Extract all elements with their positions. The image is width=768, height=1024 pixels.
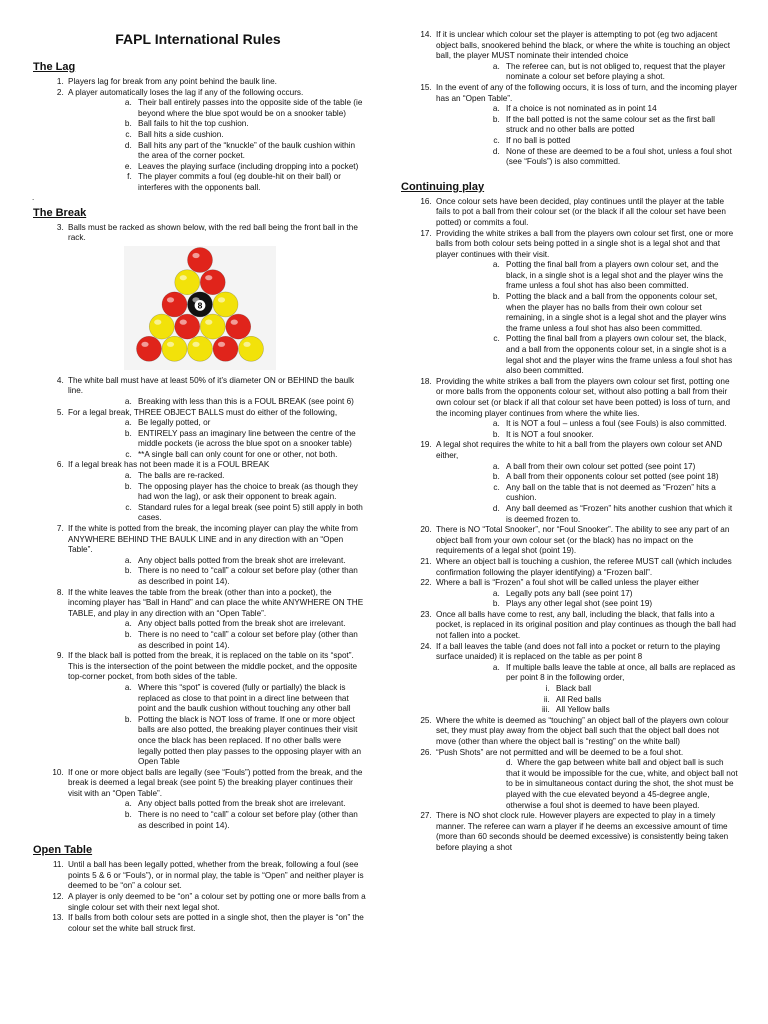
rule-22 — [434, 578, 738, 610]
rule-text: “Push Shots” are not permitted and will be deemed to be a foul shot. — [436, 747, 684, 757]
sub-list — [68, 619, 366, 651]
sub-item: a. Any object balls potted from the break shot are irrelevant. — [134, 619, 366, 630]
rule-text: If a legal break has not been made it is a FOUL BREAK — [68, 460, 270, 470]
eight-ball-label: 8 — [197, 300, 203, 311]
sub-item: b. There is no need to “call” a colour set before play (other than as described in point 14). — [134, 810, 366, 831]
rule-text: There is NO “Total Snooker”, nor “Foul Snooker”. The ability to see any part of an object ball from your own colour set (or the black) has no impact on the requirements of a legal shot (point 19). — [436, 525, 730, 556]
sub-item: b. ENTIRELY pass an imaginary line between the centre of the middle pockets (ie across the blue spot on a snooker table) — [134, 429, 366, 450]
rule-text: If the white leaves the table from the break (other than into a pocket), the incoming player has “Ball in Hand” and can place the white ANYWHERE ON THE TABLE, and play in any direction with an “Open Table”. — [68, 587, 364, 618]
sub-item-text: Where the gap between white ball and object ball is such that it would be impossible for the cue, white, and object ball not to be in simultaneous contact during the shot, the shot must be played with the cue elevated beyond a 45-degree angle, otherwise a foul shot is deemed to have been played. — [506, 758, 738, 810]
sub-list — [436, 104, 738, 168]
rule-11 — [66, 860, 366, 892]
sub-item: c. Any ball on the table that is not deemed as “Frozen” hits a cushion. — [502, 483, 738, 504]
rule-text: Where an object ball is touching a cushion, the referee MUST call (which includes confirmation following the player identifying) a “Frozen ball”. — [436, 556, 732, 577]
sub-item: a. Be legally potted, or — [134, 418, 366, 429]
rule-text: If the black ball is potted from the break, it is replaced on the table on its “spot”. This is the intersection of the point between the middle pocket, and the opposite top-corner pocket, from both sides of the table. — [68, 651, 358, 682]
rule-text: For a legal break, THREE OBJECT BALLS must do either of the following, — [68, 407, 338, 417]
rule-text: Once all balls have come to rest, any ball, including the black, that falls into a pocket, is replaced in its original position and play continues as though the ball had not fallen into a pocket. — [436, 609, 736, 641]
open-table-rules-list-a — [30, 860, 366, 934]
break-rules-list-a — [30, 223, 366, 244]
rule-9 — [66, 651, 366, 768]
sub-list — [68, 397, 366, 408]
sub-item: a. The balls are re-racked. — [134, 471, 366, 482]
rule-text: Balls must be racked as shown below, with the red ball being the front ball in the rack. — [68, 222, 358, 243]
sub-item: b. A ball from their opponents colour set potted (see point 18) — [502, 472, 738, 483]
rule-text: If one or more object balls are legally (see “Fouls”) potted from the break, and the break is deemed a legal break (see point 5) the breaking player continues their visit with an “Open Table”. — [68, 767, 363, 798]
lag-rules-list — [30, 77, 366, 194]
sub-marker: d. — [506, 758, 513, 768]
rule-24 — [434, 642, 738, 716]
sub-item: b. Plays any other legal shot (see point 19) — [502, 599, 738, 610]
sub-item: a. Any object balls potted from the break shot are irrelevant. — [134, 799, 366, 810]
sub-item: d. Ball hits any part of the “knuckle” of the baulk cushion within the area of the corner pocket. — [134, 141, 366, 162]
rule-15 — [434, 83, 738, 168]
continuing-play-rules-list — [398, 197, 738, 854]
sub-list — [68, 556, 366, 588]
rule-text: If it is unclear which colour set the player is attempting to pot (eg two adjacent object balls, snookered behind the black, or where the white is touching an object ball, the player MUST nominate their intended choice — [436, 30, 731, 61]
rule-5 — [66, 408, 366, 461]
sub-item: b. Potting the black and a ball from the opponents colour set, when the player has no balls from their own colour set remaining, in a single shot is a legal shot and the player wins the frame unless a foul shot has also been committed. — [502, 292, 738, 334]
roman-item: ii. All Red balls — [552, 695, 738, 706]
rule-4 — [66, 376, 366, 408]
rule-1 — [66, 77, 366, 88]
rule-text: A legal shot requires the white to hit a ball from the players own colour set AND either, — [436, 440, 723, 460]
rule-20 — [434, 525, 738, 557]
section-heading-break: The Break — [33, 206, 87, 219]
rule-text: In the event of any of the following occurs, it is loss of turn, and the incoming player has an “Open Table”. — [436, 82, 738, 103]
rule-text: If the white is potted from the break, the incoming player can play the white from ANYWHERE BEHIND THE BAULK LINE and in any direction with an “Open Table”. — [68, 524, 358, 555]
sub-list — [68, 683, 366, 768]
rule-17 — [434, 229, 738, 377]
red-ball — [200, 269, 225, 294]
sub-list — [68, 418, 366, 460]
sub-list — [436, 758, 738, 811]
rule-text: A player automatically loses the lag if any of the following occurs. — [68, 87, 304, 97]
rule-18 — [434, 377, 738, 441]
rule-text: Players lag for break from any point behind the baulk line. — [68, 77, 277, 86]
rule-25 — [434, 716, 738, 748]
rule-text: Providing the white strikes a ball from the players own colour set first, one or more balls from both colour sets being potted in a single shot is a legal shot and that player continues with their visit. — [436, 228, 734, 259]
rule-27 — [434, 811, 738, 853]
sub-item: f. The player commits a foul (eg double-hit on their ball) or interferes with the opponents ball. — [134, 172, 366, 193]
sub-item — [502, 663, 738, 716]
roman-item: i. Black ball — [552, 684, 738, 695]
red-ball — [137, 336, 162, 361]
rule-10 — [66, 768, 366, 832]
rule-13 — [66, 913, 366, 934]
sub-item: a. Potting the final ball from a players own colour set, and the black, in a single shot is a legal shot and the player wins the frame unless a foul shot has also been committed. — [502, 260, 738, 292]
red-ball — [175, 314, 200, 339]
rule-text: The white ball must have at least 50% of it’s diameter ON or BEHIND the baulk line. — [68, 375, 355, 396]
sub-list — [68, 98, 366, 193]
red-ball — [162, 292, 187, 317]
rule-14 — [434, 30, 738, 83]
sub-item: a. Legally pots any ball (see point 17) — [502, 589, 738, 600]
sub-list — [68, 471, 366, 524]
rule-text: Where a ball is “Frozen” a foul shot will be called unless the player either — [436, 578, 700, 588]
sub-list — [436, 62, 738, 83]
yellow-ball — [239, 336, 264, 361]
roman-item: iii. All Yellow balls — [552, 705, 738, 716]
sub-item: b. Potting the black is NOT loss of frame. If one or more object balls are also potted, the breaking player continues their visit once the black has been replaced. If no other balls were legally potted then play passes to the opposing player with an Open Table — [134, 715, 366, 768]
rule-23 — [434, 610, 738, 642]
sub-item: b. Ball fails to hit the top cushion. — [134, 119, 366, 130]
rule-text: Where the white is deemed as “touching” an object ball of the players own colour set, they must play away from the object ball such that the object ball does not move (other than where the object ball is “resting” on the white ball) — [436, 715, 729, 746]
sub-item: b. If the ball potted is not the same colour set as the first ball struck and no other balls are potted — [502, 115, 738, 136]
rule-text: If a ball leaves the table (and does not fall into a pocket or return to the playing surface unaided) it is replaced on the table as per point 8 — [436, 641, 721, 662]
yellow-ball — [213, 292, 238, 317]
section-heading-continuing-play: Continuing play — [401, 180, 485, 193]
rule-12 — [66, 892, 366, 913]
rule-2 — [66, 88, 366, 194]
yellow-ball — [188, 336, 213, 361]
rule-19 — [434, 440, 738, 525]
stray-mark: . — [32, 192, 35, 202]
ball-rack-diagram — [124, 246, 366, 370]
document-title: FAPL International Rules — [115, 31, 281, 47]
rule-21 — [434, 557, 738, 578]
sub-item — [502, 758, 738, 811]
rule-text: Until a ball has been legally potted, whether from the break, following a foul (see points 5 & 6 or “Fouls”), or in normal play, the table is “Open” and neither player is deemed to be “on” a colour set. — [68, 860, 364, 891]
section-heading-open-table: Open Table — [33, 844, 93, 857]
sub-list — [436, 419, 738, 440]
left-column — [30, 30, 366, 934]
yellow-ball — [175, 269, 200, 294]
roman-list — [506, 684, 738, 716]
sub-item: a. Any object balls potted from the break shot are irrelevant. — [134, 556, 366, 567]
sub-item: d. None of these are deemed to be a foul shot, unless a foul shot (see “Fouls”) is also committed. — [502, 147, 738, 168]
right-column — [398, 30, 738, 854]
yellow-ball — [149, 314, 174, 339]
rule-26 — [434, 748, 738, 812]
rack-triangle-graphic — [124, 246, 276, 370]
section-heading-lag: The Lag — [33, 61, 76, 73]
sub-item: a. The referee can, but is not obliged to, request that the player nominate a colour set before playing a shot. — [502, 62, 738, 83]
sub-list — [436, 589, 738, 610]
rule-text: Providing the white strikes a ball from the players own colour set first, potting one or more balls from the opponents colour set, without also potting a ball from their own colour set (or black if all that colour set have been potted) is loss of turn, and the incoming player continues from where the white lies. — [436, 376, 730, 418]
sub-item: b. There is no need to “call” a colour set before play (other than as described in point 14). — [134, 566, 366, 587]
rule-text: A player is only deemed to be “on” a colour set by potting one or more balls from a single colour set with their next legal shot. — [68, 892, 366, 912]
red-ball — [213, 336, 238, 361]
sub-item: a. It is NOT a foul – unless a foul (see Fouls) is also committed. — [502, 419, 738, 430]
sub-item: b. It is NOT a foul snooker. — [502, 430, 738, 441]
black-ball — [188, 292, 213, 317]
sub-item-text: If multiple balls leave the table at once, all balls are replaced as per point 8 in the following order, — [506, 662, 736, 683]
sub-list — [436, 663, 738, 716]
rule-6 — [66, 460, 366, 524]
sub-item: a. If a choice is not nominated as in point 14 — [502, 104, 738, 115]
sub-item: c. If no ball is potted — [502, 136, 738, 147]
sub-list — [68, 799, 366, 831]
sub-list — [436, 260, 738, 377]
open-table-rules-list-b — [398, 30, 738, 168]
sub-item: c. Ball hits a side cushion. — [134, 130, 366, 141]
yellow-ball — [200, 314, 225, 339]
red-ball — [188, 247, 213, 272]
rule-8 — [66, 588, 366, 652]
sub-item: b. There is no need to “call” a colour set before play (other than as described in point 14). — [134, 630, 366, 651]
sub-item: d. Any ball deemed as “Frozen” hits another cushion that which it is deemed frozen to. — [502, 504, 738, 525]
sub-item: c. **A single ball can only count for one or other, not both. — [134, 450, 366, 461]
sub-item: a. Their ball entirely passes into the opposite side of the table (ie beyond where the blue spot would be on a snooker table) — [134, 98, 366, 119]
rule-16 — [434, 197, 738, 229]
sub-item: e. Leaves the playing surface (including dropping into a pocket) — [134, 162, 366, 173]
sub-item: b. The opposing player has the choice to break (as though they had won the lag), or ask their opponent to break again. — [134, 482, 366, 503]
rule-text: Once colour sets have been decided, play continues until the player at the table fails to pot a ball from their colour set (or the black if all the colour set have been potted) or commits a foul. — [436, 196, 726, 227]
sub-list — [436, 462, 738, 526]
sub-item: a. Where this “spot” is covered (fully or partially) the black is replaced as close to that point in a direct line between that point and the baulk cushion without touching any other ball — [134, 683, 366, 715]
sub-item: a. A ball from their own colour set potted (see point 17) — [502, 462, 738, 473]
rule-text: If balls from both colour sets are potted in a single shot, then the player is “on” the colour set the white ball struck first. — [68, 913, 364, 933]
sub-item: a. Breaking with less than this is a FOUL BREAK (see point 6) — [134, 397, 366, 408]
sub-item: c. Potting the final ball from a players own colour set, the black, and a ball from the opponents colour set, in a single shot is a legal shot and the player wins the frame unless a foul shot has also been committed. — [502, 334, 738, 376]
rule-3 — [66, 223, 366, 244]
red-ball — [226, 314, 251, 339]
rule-text: There is NO shot clock rule. However players are expected to play in a timely manner. The referee can warn a player if he deems an excessive amount of time (more than 60 seconds should be deemed excessive) is consistently being taken before playing a shot — [436, 811, 729, 852]
break-rules-list-b — [30, 376, 366, 832]
sub-item: c. Standard rules for a legal break (see point 5) still apply in both cases. — [134, 503, 366, 524]
yellow-ball — [162, 336, 187, 361]
rule-7 — [66, 524, 366, 588]
